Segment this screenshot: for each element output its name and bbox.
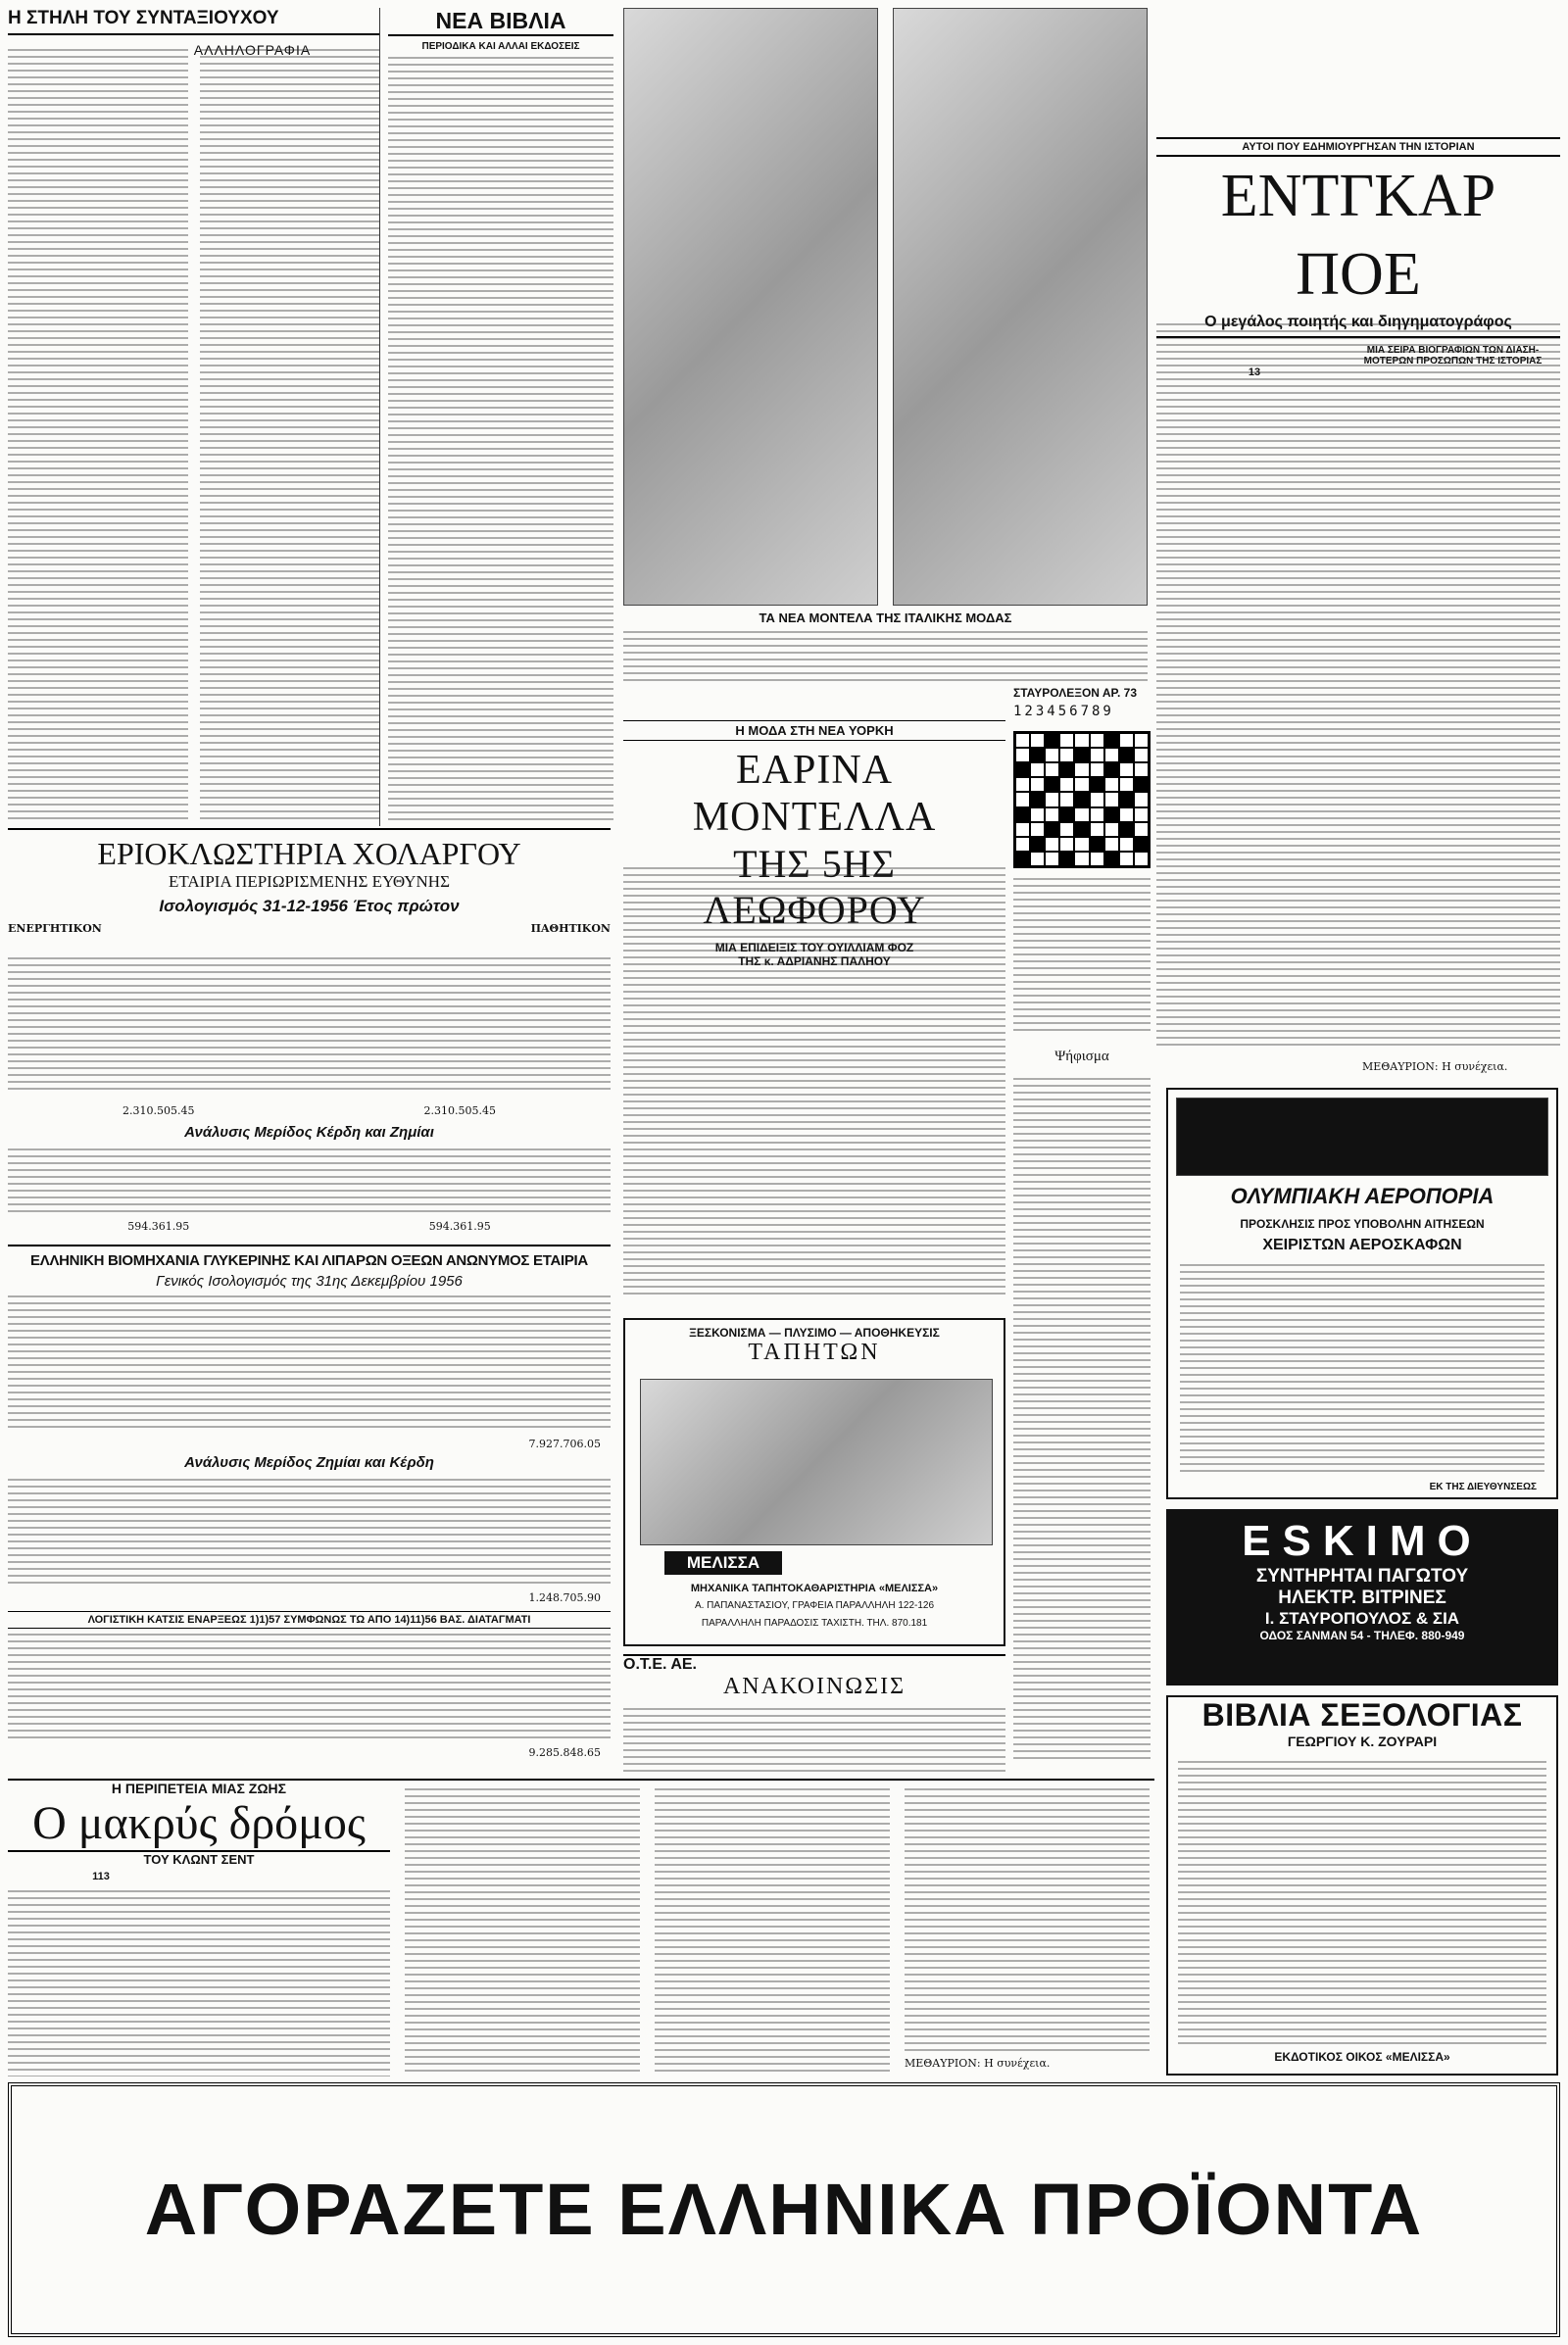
new-books-section — [388, 8, 613, 826]
airline-footer: ΕΚ ΤΗΣ ΔΙΕΥΘΥΝΣΕΩΣ — [1429, 1482, 1537, 1492]
glycerine-balance — [8, 1245, 611, 1774]
glycerine-accounts: ΛΟΓΙΣΤΙΚΗ ΚΑΤΣΙΣ ΕΝΑΡΞΕΩΣ 1)1)57 ΣΥΜΦΩΝΩΣ ΤΩ ΑΠΟ 14)11)56 ΒΑΣ. ΔΙΑΤΑΓΜΑΤΙ — [8, 1611, 611, 1629]
life-number: 113 — [92, 1871, 110, 1882]
fashion-photo-left — [623, 8, 878, 606]
airline-name: ΟΛΥΜΠΙΑΚΗ ΑΕΡΟΠΟΡΙΑ — [1230, 1184, 1494, 1208]
carpets-illustration — [640, 1379, 993, 1545]
resolution-title: Ψήφισμα — [1054, 1049, 1109, 1064]
carpets-title: ΞΕΣΚΟΝΙΣΜΑ — ΠΛΥΣΙΜΟ — ΑΠΟΘΗΚΕΥΣΙΣ — [689, 1326, 940, 1340]
airline-line-1: ΠΡΟΣΚΛΗΣΙΣ ΠΡΟΣ ΥΠΟΒΟΛΗΝ ΑΙΤΗΣΕΩΝ — [1240, 1217, 1485, 1231]
poe-subtitle: Ο μεγάλος ποιητής και διηγηματογράφος — [1156, 314, 1560, 338]
glycerine-title: ΕΛΛΗΝΙΚΗ ΒΙΟΜΗΧΑΝΙΑ ΓΛΥΚΕΡΙΝΗΣ ΚΑΙ ΛΙΠΑΡΩΝ ΟΞΕΩΝ ΑΝΩΝΥΜΟΣ ΕΤΑΙΡΙΑ — [30, 1252, 588, 1269]
airline-logo — [1176, 1098, 1548, 1176]
italian-fashion-caption: ΤΑ ΝΕΑ ΜΟΝΤΕΛΑ ΤΗΣ ΙΤΑΛΙΚΗΣ ΜΟΔΑΣ — [759, 611, 1012, 625]
poe-biography — [1156, 137, 1560, 1078]
ote-announcement — [623, 1654, 1005, 1777]
life-title: Ο μακρύς δρόμος — [32, 1797, 366, 1849]
ny-fashion-title-1: ΕΑΡΙΝΑ ΜΟΝΤΕΛΛΑ — [692, 748, 937, 840]
poe-series: ΜΙΑ ΣΕΙΡΑ ΒΙΟΓΡΑΦΙΩΝ ΤΩΝ ΔΙΑΣΗ- ΜΟΤΕΡΩΝ ΠΡΟΣΩΠΩΝ ΤΗΣ ΙΣΤΟΡΙΑΣ — [1363, 345, 1543, 366]
life-story — [8, 1779, 1154, 2077]
books-author: ΓΕΩΡΓΙΟΥ Κ. ΖΟΥΡΑΡΙ — [1287, 1734, 1438, 1749]
resolution-column — [1013, 1049, 1151, 1774]
carpets-line-3: ΠΑΡΑΛΛΗΛΗ ΠΑΡΑΔΟΣΙΣ ΤΑΧΙΣΤΗ. ΤΗΛ. 870.181 — [701, 1618, 928, 1629]
glycerine-total-3: 9.285.848.65 — [528, 1746, 601, 1759]
retiree-header: Η ΣΤΗΛΗ ΤΟΥ ΣΥΝΤΑΞΙΟΥΧΟΥ — [8, 8, 379, 35]
poe-number: 13 — [1248, 366, 1261, 378]
retiree-text-col-a — [8, 49, 188, 823]
poe-continued: ΜΕΘΑΥΡΙΟΝ: Η συνέχεια. — [1362, 1060, 1508, 1073]
bottom-banner — [8, 2082, 1560, 2337]
eskimo-ad — [1166, 1509, 1558, 1685]
glycerine-total-2: 1.248.705.90 — [528, 1591, 601, 1604]
poe-top-line: ΑΥΤΟΙ ΠΟΥ ΕΔΗΜΙΟΥΡΓΗΣΑΝ ΤΗΝ ΙΣΤΟΡΙΑΝ — [1156, 137, 1560, 157]
buy-greek-products: ΑΓΟΡΑΖΕΤΕ ΕΛΛΗΝΙΚΑ ΠΡΟΪΟΝΤΑ — [144, 2169, 1424, 2250]
cholargos-analysis: Ανάλυσις Μερίδος Κέρδη και Ζημίαι — [184, 1124, 434, 1141]
cholargos-subtitle: ΕΤΑΙΡΙΑ ΠΕΡΙΩΡΙΣΜΕΝΗΣ ΕΥΘΥΝΗΣ — [169, 872, 450, 891]
glycerine-analysis: Ανάλυσις Μερίδος Ζημίαι και Κέρδη — [184, 1454, 434, 1471]
eskimo-line-2: ΗΛΕΚΤΡ. ΒΙΤΡΙΝΕΣ — [1278, 1588, 1446, 1608]
eskimo-title: ESKIMO — [1242, 1517, 1483, 1565]
life-kicker: Η ΠΕΡΙΠΕΤΕΙΑ ΜΙΑΣ ΖΩΗΣ — [111, 1781, 287, 1796]
carpets-brand: ΜΕΛΙΣΣΑ — [664, 1551, 782, 1575]
crossword-grid[interactable] — [1013, 731, 1151, 868]
cholargos-balance-title: Ισολογισμός 31-12-1956 Έτος πρώτον — [159, 897, 460, 915]
glycerine-total: 7.927.706.05 — [528, 1438, 601, 1450]
crossword-block — [1013, 686, 1151, 1039]
ny-fashion-block — [623, 720, 1005, 1308]
eskimo-line-1: ΣΥΝΤΗΡΗΤΑΙ ΠΑΓΩΤΟΥ — [1255, 1566, 1469, 1587]
cholargos-title: ΕΡΙΟΚΛΩΣΤΗΡΙΑ ΧΟΛΑΡΓΟΥ — [97, 836, 521, 871]
correspondence-heading: ΑΛΛΗΛΟΓΡΑΦΙΑ — [193, 42, 312, 58]
fashion-photo-right — [893, 8, 1148, 606]
eskimo-line-3: Ι. ΣΤΑΥΡΟΠΟΥΛΟΣ & ΣΙΑ — [1264, 1609, 1460, 1628]
ny-fashion-kicker: Η ΜΟΔΑ ΣΤΗ ΝΕΑ ΥΟΡΚΗ — [623, 720, 1005, 741]
crossword-numbers: 123456789 — [1013, 704, 1114, 719]
retiree-column — [8, 8, 380, 826]
new-books-title: ΝΕΑ ΒΙΒΛΙΑ — [388, 8, 613, 36]
ote-title: Ο.Τ.Ε. ΑΕ. — [623, 1654, 1005, 1674]
carpets-big: ΤΑΠΗΤΩΝ — [748, 1340, 881, 1365]
glycerine-subtitle: Γενικός Ισολογισμός της 31ης Δεκεμβρίου 1956 — [156, 1273, 463, 1290]
liabilities-heading: ΠΑΘΗΤΙΚΟΝ — [530, 922, 611, 935]
airline-line-2: ΧΕΙΡΙΣΤΩΝ ΑΕΡΟΣΚΑΦΩΝ — [1262, 1237, 1462, 1253]
eskimo-line-4: ΟΔΟΣ ΣΑΝΜΑΝ 54 - ΤΗΛΕΦ. 880-949 — [1259, 1629, 1465, 1642]
carpets-line-1: ΜΗΧΑΝΙΚΑ ΤΑΠΗΤΟΚΑΘΑΡΙΣΤΗΡΙΑ «ΜΕΛΙΣΣΑ» — [690, 1583, 939, 1594]
books-ad — [1166, 1695, 1558, 2076]
carpets-ad — [623, 1318, 1005, 1646]
cholargos-analysis-total-left: 594.361.95 — [127, 1220, 190, 1233]
cholargos-total-left: 2.310.505.45 — [122, 1104, 195, 1117]
carpets-line-2: Α. ΠΑΠΑΝΑΣΤΑΣΙΟΥ, ΓΡΑΦΕΙΑ ΠΑΡΑΛΛΗΛΗ 122-126 — [694, 1600, 935, 1611]
ote-announce: ΑΝΑΚΟΙΝΩΣΙΣ — [722, 1674, 906, 1699]
new-books-subtitle: ΠΕΡΙΟΔΙΚΑ ΚΑΙ ΑΛΛΑΙ ΕΚΔΟΣΕΙΣ — [421, 41, 580, 52]
life-author: ΤΟΥ ΚΛΩΝΤ ΣΕΝΤ — [8, 1850, 390, 1867]
cholargos-balance — [8, 828, 611, 1240]
ny-fashion-byline-1: ΜΙΑ ΕΠΙΔΕΙΞΙΣ ΤΟΥ ΟΥΙΛΛΙΑΜ ΦΟΖ — [714, 941, 914, 954]
assets-heading: ΕΝΕΡΓΗΤΙΚΟΝ — [8, 922, 102, 935]
airline-ad — [1166, 1088, 1558, 1499]
books-publisher: ΕΚΔΟΤΙΚΟΣ ΟΙΚΟΣ «ΜΕΛΙΣΣΑ» — [1274, 2050, 1450, 2064]
poe-title: ΕΝΤΓΚΑΡ ΠΟΕ — [1220, 163, 1496, 308]
life-continued: ΜΕΘΑΥΡΙΟΝ: Η συνέχεια. — [905, 2057, 1051, 2070]
books-title: ΒΙΒΛΙΑ ΣΕΞΟΛΟΓΙΑΣ — [1201, 1697, 1523, 1733]
crossword-title: ΣΤΑΥΡΟΛΕΞΟΝ ΑΡ. 73 — [1013, 686, 1138, 700]
cholargos-analysis-total-right: 594.361.95 — [428, 1220, 491, 1233]
ny-fashion-byline-2: ΤΗΣ κ. ΑΔΡΙΑΝΗΣ ΠΑΛΗΟΥ — [738, 954, 891, 968]
italian-fashion-block — [623, 8, 1148, 684]
cholargos-total-right: 2.310.505.45 — [423, 1104, 496, 1117]
ny-fashion-title-2: ΤΗΣ 5ΗΣ ΛΕΩΦΟΡΟΥ — [703, 842, 926, 932]
retiree-text-col-b — [200, 49, 380, 823]
